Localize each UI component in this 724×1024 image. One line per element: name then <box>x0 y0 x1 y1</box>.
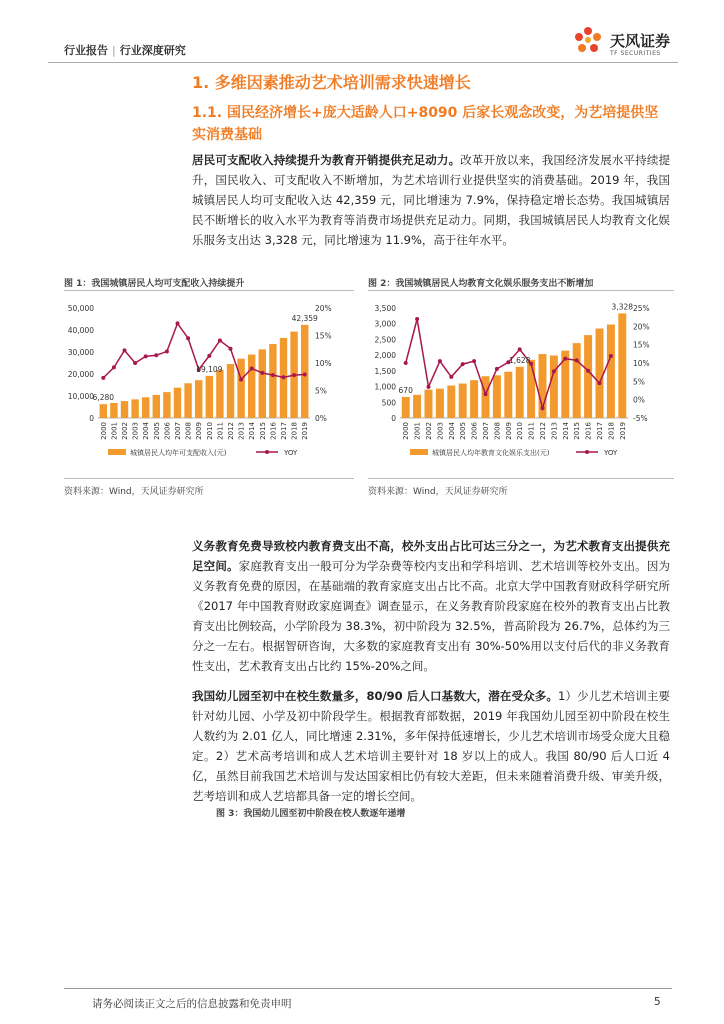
bar <box>142 397 149 418</box>
data-label: 670 <box>398 385 413 395</box>
x-tick-label: 2001 <box>413 422 422 440</box>
paragraph-lead: 居民可支配收入持续提升为教育开销提供充足动力。 <box>192 153 461 167</box>
y-tick-label-left: 3,500 <box>374 304 396 313</box>
paragraph-body: 家庭教育支出一般可分为学杂费等校内支出和学科培训、艺术培训等校外支出。因为义务教育免费的原因，在基础端的教育家庭支出占比不高。北京大学中国教育财政科学研究所《2017 年中国教育财政家庭调查》调查显示，在义务教育阶段家庭在校外的教育支出占比教育支出比例较高，小学阶段为 38.3%，初中阶段为 32.5%，普高阶段为 26.7%，总体约为三分之一左右。根据智研咨询，大多数的家庭教育支出有 30%-50%用以支付后代的非义务教育性支出，艺术教育支出占比约 15%-20%之间。 <box>192 559 671 673</box>
x-tick-label: 2010 <box>516 422 525 440</box>
legend-line-marker <box>585 450 589 454</box>
paragraph-body: 改革开放以来，我国经济发展水平持续提升，国民收入、可支配收入不断增加，为艺术培训行业提供坚实的消费基础。2019 年，我国城镇居民人均可支配收入达 42,359 元，同比增速为 7.9%，保持稳定增长态势。我国城镇居民不断增长的收入水平为教育等消费市场提供充足动力。同期，我国城镇居民人均教育文化娱乐服务支出达 3,328 元，同比增速为 11.9%，高于往年水平。 <box>192 153 671 247</box>
yoy-point <box>186 336 190 340</box>
x-tick-label: 2019 <box>618 422 627 440</box>
y-tick-label-right: 15% <box>315 331 332 341</box>
y-tick-label-right: 5% <box>633 377 645 387</box>
x-tick-label: 2010 <box>205 422 214 440</box>
x-tick-label: 2016 <box>584 422 593 440</box>
figure-1-bottom-rule <box>64 478 354 479</box>
y-tick-label-left: 1,000 <box>374 382 396 392</box>
report-subcategory: 行业深度研究 <box>119 44 186 57</box>
yoy-point <box>449 375 453 379</box>
bar <box>248 355 255 418</box>
report-category: 行业报告 <box>64 44 108 57</box>
figure-2-bottom-rule <box>368 478 674 479</box>
x-tick-label: 2002 <box>121 422 129 440</box>
x-tick-label: 2009 <box>195 422 204 440</box>
bar <box>504 372 512 418</box>
x-tick-label: 2006 <box>163 422 172 440</box>
x-tick-label: 2007 <box>482 422 490 440</box>
bar <box>195 380 202 418</box>
bar <box>527 360 535 418</box>
bar <box>110 403 117 418</box>
x-tick-label: 2011 <box>216 422 225 440</box>
bar <box>184 383 191 418</box>
bar <box>153 395 160 418</box>
bar <box>174 388 181 418</box>
education-spending-chart <box>366 294 674 472</box>
x-tick-label: 2006 <box>470 422 479 440</box>
y-tick-label-right: 20% <box>315 304 332 313</box>
x-tick-label: 2014 <box>561 422 570 440</box>
footer-disclaimer: 请务必阅读正文之后的信息披露和免责申明 <box>92 998 292 1010</box>
yoy-point <box>123 348 127 352</box>
x-tick-label: 2014 <box>248 422 257 440</box>
x-tick-label: 2013 <box>550 422 559 440</box>
paragraph-lead: 义务教育免费导致校内教育费支出不高，校外支出占比可达三分之一，为艺术教育支出提供充足空间。 <box>192 539 670 573</box>
yoy-point <box>575 358 579 362</box>
x-tick-label: 2003 <box>436 422 445 440</box>
yoy-point <box>239 378 243 382</box>
bar <box>131 399 138 418</box>
y-tick-label-left: 2,500 <box>374 335 396 345</box>
y-tick-label-left: 0 <box>89 414 94 423</box>
bar <box>447 386 455 418</box>
x-tick-label: 2004 <box>447 422 456 440</box>
bar <box>413 395 421 418</box>
bar <box>607 325 615 418</box>
subsection-heading: 1.1. 国民经济增长+庞大适龄人口+8090 后家长观念改变，为艺培提供坚实消费基础 <box>192 105 659 143</box>
legend-bar-swatch <box>410 449 428 455</box>
x-tick-label: 2015 <box>258 422 267 440</box>
x-tick-label: 2012 <box>227 422 235 440</box>
y-tick-label-left: 3,000 <box>374 319 396 329</box>
bar <box>259 349 266 418</box>
yoy-point <box>563 357 567 361</box>
bar <box>216 370 223 418</box>
yoy-point <box>260 371 264 375</box>
yoy-point <box>472 359 476 363</box>
yoy-point <box>427 385 431 389</box>
yoy-point <box>586 369 590 373</box>
bar <box>425 390 433 418</box>
yoy-point <box>495 367 499 371</box>
x-tick-label: 2018 <box>607 422 616 440</box>
yoy-point <box>541 406 545 410</box>
y-tick-label-right: 5% <box>315 386 327 396</box>
y-tick-label-right: 0% <box>633 395 645 405</box>
footer-divider <box>64 988 672 989</box>
figure-2-rule <box>368 290 674 291</box>
yoy-point <box>133 361 137 365</box>
paragraph-body: 1）少儿艺术培训主要针对幼儿园、小学及初中阶段学生。根据教育部数据，2019 年我国幼儿园至初中阶段在校生人数约为 2.01 亿人，同比增速 2.31%，多年保持低速增长，少儿艺术培训市场受众庞大且稳定。2）艺术高考培训和成人艺术培训主要针对 18 岁以上的成人。我国 80/90 后人口近 4 亿，虽然目前我国艺术培训与发达国家相比仍有较大差距，但未来随着消费升级、审美升级，艺考培训和成人艺培都具备一定的增长空间。 <box>192 689 670 803</box>
x-tick-label: 2000 <box>99 422 108 440</box>
yoy-point <box>461 362 465 366</box>
data-label: 6,280 <box>92 393 115 403</box>
yoy-point <box>101 376 105 380</box>
figure-1-source: 资料来源：Wind，天风证券研究所 <box>64 487 204 497</box>
y-tick-label-left: 50,000 <box>67 304 94 313</box>
yoy-point <box>229 347 233 351</box>
y-tick-label-right: 25% <box>633 304 650 313</box>
header-divider <box>48 62 678 63</box>
yoy-point <box>292 373 296 377</box>
bar <box>584 335 592 418</box>
bar <box>163 392 170 418</box>
bar <box>596 329 604 418</box>
y-tick-label-left: 1,500 <box>374 366 396 376</box>
yoy-point <box>552 369 556 373</box>
yoy-point <box>112 365 116 369</box>
yoy-point <box>282 375 286 379</box>
y-tick-label-right: 20% <box>633 322 650 332</box>
data-label: 1,628 <box>508 355 531 365</box>
x-tick-label: 2008 <box>184 422 193 440</box>
x-tick-label: 2000 <box>402 422 411 440</box>
y-tick-label-left: 20,000 <box>67 370 94 379</box>
yoy-point <box>165 349 169 353</box>
legend-line-label: YOY <box>284 449 298 457</box>
x-tick-label: 2003 <box>131 422 140 440</box>
paragraph-education-spending <box>192 536 670 676</box>
x-tick-label: 2015 <box>573 422 582 440</box>
bar <box>227 364 234 418</box>
brand-name: 天风证券 <box>610 32 671 50</box>
legend-line-label: YOY <box>604 449 618 457</box>
bar <box>100 404 107 418</box>
figure-1-rule <box>64 290 354 291</box>
x-tick-label: 2007 <box>174 422 182 440</box>
x-tick-label: 2008 <box>493 422 502 440</box>
x-tick-label: 2012 <box>539 422 547 440</box>
x-tick-label: 2017 <box>596 422 604 440</box>
bar <box>493 375 501 418</box>
y-tick-label-right: 10% <box>633 359 650 368</box>
bar <box>436 389 444 418</box>
x-tick-label: 2002 <box>425 422 433 440</box>
yoy-point <box>250 367 254 371</box>
bar <box>573 343 581 418</box>
bar <box>482 376 490 418</box>
bar <box>618 313 626 418</box>
yoy-point <box>218 338 222 342</box>
yoy-point <box>176 321 180 325</box>
brand-name-en: TF SECURITIES <box>610 50 661 57</box>
x-tick-label: 2005 <box>459 422 468 440</box>
y-tick-label-right: 15% <box>633 340 650 350</box>
paragraph-lead: 我国幼儿园至初中在校生数量多，80/90 后人口基数大，潜在受众多。 <box>192 689 558 703</box>
yoy-point <box>144 354 148 358</box>
x-tick-label: 2005 <box>152 422 161 440</box>
y-tick-label-left: 40,000 <box>67 326 94 335</box>
paragraph-student-population <box>192 686 670 806</box>
legend-line-marker <box>265 450 269 454</box>
y-tick-label-right: 10% <box>315 359 332 368</box>
yoy-point <box>415 317 419 321</box>
y-tick-label-left: 30,000 <box>67 348 94 357</box>
x-tick-label: 2016 <box>269 422 278 440</box>
legend-bar-swatch <box>108 449 126 455</box>
income-chart <box>62 294 356 472</box>
yoy-point <box>303 373 307 377</box>
yoy-point <box>598 381 602 385</box>
x-tick-label: 2009 <box>504 422 513 440</box>
bar <box>301 325 308 418</box>
section-heading: 1. 多维因素推动艺术培训需求快速增长 <box>192 73 471 92</box>
yoy-point <box>404 361 408 365</box>
yoy-point <box>271 373 275 377</box>
yoy-point <box>484 392 488 396</box>
paragraph-income <box>192 150 670 250</box>
yoy-point <box>609 354 613 358</box>
bar <box>402 397 410 418</box>
bar <box>550 356 558 418</box>
figure-1-title: 图 1：我国城镇居民人均可支配收入持续提升 <box>64 279 245 289</box>
x-tick-label: 2011 <box>527 422 536 440</box>
x-tick-label: 2013 <box>237 422 246 440</box>
yoy-point <box>518 347 522 351</box>
bar <box>269 344 276 418</box>
bar <box>121 401 128 418</box>
y-tick-label-left: 500 <box>381 398 396 408</box>
x-tick-label: 2001 <box>110 422 119 440</box>
figure-3-title: 图 3：我国幼儿园至初中阶段在校人数逐年递增 <box>216 809 406 819</box>
figure-2-title: 图 2：我国城镇居民人均教育文化娱乐服务支出不断增加 <box>368 279 594 289</box>
y-tick-label-left: 2,000 <box>374 351 396 361</box>
x-tick-label: 2018 <box>290 422 299 440</box>
legend-bar-label: 城镇居民人均年可支配收入(元) <box>130 449 227 457</box>
bar <box>206 376 213 418</box>
yoy-point <box>438 359 442 363</box>
data-label: 42,359 <box>291 313 318 323</box>
yoy-point <box>154 353 158 357</box>
x-tick-label: 2017 <box>280 422 288 440</box>
bar <box>470 380 478 418</box>
yoy-point <box>207 354 211 358</box>
y-tick-label-right: -5% <box>633 414 648 423</box>
bar <box>459 384 467 418</box>
bar <box>237 359 244 418</box>
legend-bar-label: 城镇居民人均年教育文化娱乐支出(元) <box>432 449 550 457</box>
x-tick-label: 2019 <box>301 422 310 440</box>
report-type: 行业报告 | 行业深度研究 <box>64 44 186 57</box>
figure-2-source: 资料来源：Wind，天风证券研究所 <box>368 487 508 497</box>
data-label: 3,328 <box>611 302 634 312</box>
data-label: 19,109 <box>196 364 223 374</box>
y-tick-label-right: 0% <box>315 414 327 423</box>
page-number: 5 <box>654 996 661 1008</box>
x-tick-label: 2004 <box>142 422 151 440</box>
bar <box>516 367 524 418</box>
y-tick-label-left: 0 <box>391 414 396 423</box>
y-tick-label-left: 10,000 <box>67 392 94 401</box>
